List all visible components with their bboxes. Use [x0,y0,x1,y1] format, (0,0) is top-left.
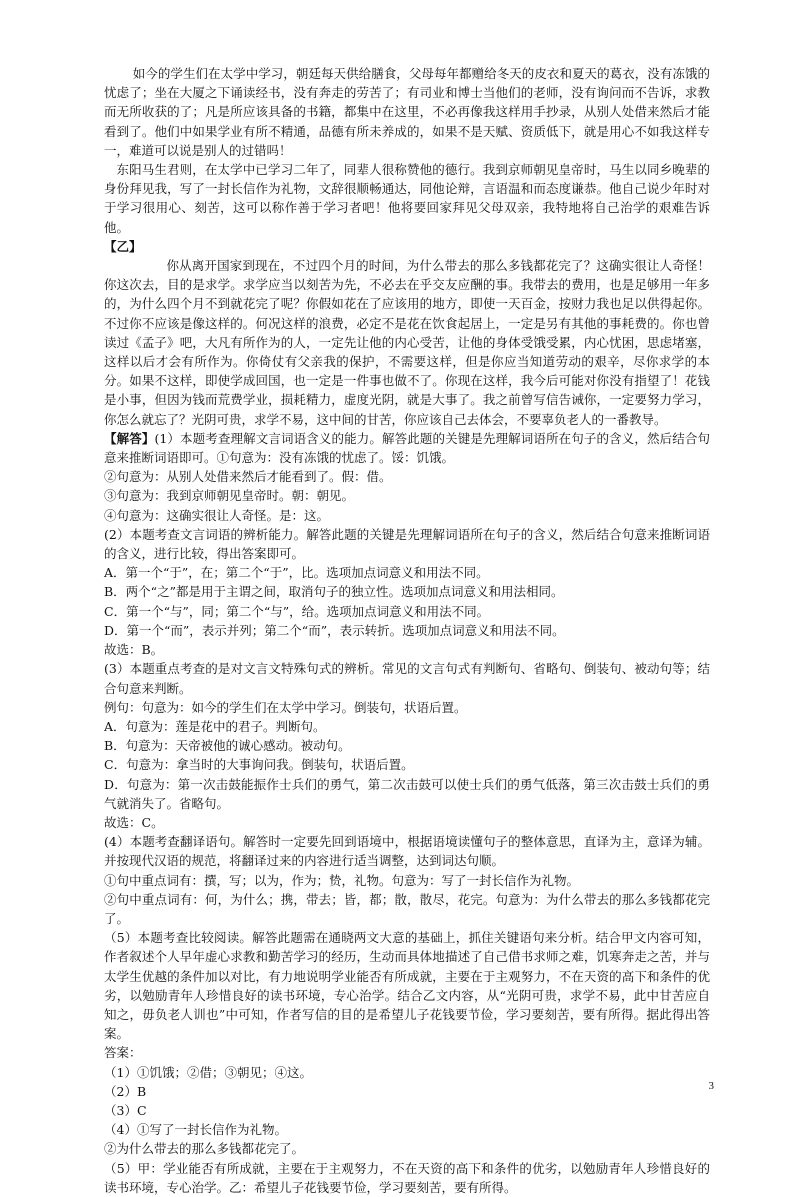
answer-label: 【解答】 [104,430,155,446]
answer-q3-choice: 故选：C。 [104,814,164,830]
answer-key-line: （3）C [104,1102,147,1118]
answer-key-line: （5）甲：学业能否有所成就，主要在于主观努力，不在天资的高下和条件的优劣，以勉励青年人珍惜良好的读书环境，专心治学。乙：希望儿子花钱要节俭，学习要刻苦，要有所得。 [104,1160,710,1195]
answer-key-line: （1）①饥饿；②借；③朝见；④这。 [104,1064,312,1080]
answer-key-line: （2）B [104,1083,147,1099]
answers-label: 答案： [104,1045,142,1061]
passage-a-paragraph-2: 东阳马生君则，在太学中已学习二年了，同辈人很称赞他的德行。我到京师朝见皇帝时，马生以同乡晚辈的身份拜见我，写了一封长信作为礼物，文辞很顺畅通达，同他论辩，言语温和而态度谦恭。他自己说少年时对于学习很用心、刻苦，这可以称作善于学习者吧！他将要回家拜见父母双亲，我特地将自己治学的艰难告诉他。 [104,162,710,235]
answer-q1-text: (1）本题考查理解文言词语含义的能力。解答此题的关键是先理解词语所在句子的含义，然后结合句意来推断词语即可。①句意为：没有冻饿的忧虑了。馁：饥饿。 [104,430,710,466]
document-body [104,64,710,1197]
passage-b-paragraph: 你从离开国家到现在，不过四个月的时间，为什么带去的那么多钱都花完了？这确实很让人奇怪！你这次去，目的是求学。求学应当以刻苦为先，不必去在乎交友应酬的事。我带去的费用，也是足够用一年多的，为什么四个月不到就花完了呢？你假如花在了应该用的地方，即使一天百金，按财力我也足以供得起你。不过你不应该是像这样的。何况这样的浪费，必定不是花在饮食起居上，一定是另有其他的事耗费的。你也曾读过《孟子》吧，大凡有所作为的人，一定先让他的内心受苦，让他的身体受饿受累，内心忧困，思虑堵塞，这样以后才会有所作为。你倚仗有父亲我的保护，不需要这样，但是你应当知道劳动的艰辛，尽你求学的本分。如果不这样，即使学成回国，也一定是一件事也做不了。你现在这样，我今后可能对你没有指望了！花钱是小事，但因为钱而荒费学业，损耗精力，虚度光阴，就是大事了。我之前曾写信告诫你，一定要努力学习，你怎么就忘了？光阴可贵，求学不易，这中间的甘苦，你应该自己去体会，不要辜负老人的一番教导。 [104,258,710,427]
answer-q3-intro: (3）本题重点考查的是对文言文特殊句式的辨析。常见的文言句式有判断句、省略句、倒装句、被动句等；结合句意来判断。 [104,661,710,696]
answer-q2-intro: (2）本题考查文言词语的辨析能力。解答此题的关键是先理解词语所在句子的含义，然后结合句意来推断词语的含义，进行比较，得出答案即可。 [104,526,710,562]
answer-q2-option: B．两个“之”都是用于主谓之间，取消句子的独立性。选项加点词意义和用法相同。 [104,584,564,600]
answer-q3-line: 例句：句意为：如今的学生们在太学中学习。倒装句，状语后置。 [104,699,467,715]
answer-key-line: ②为什么带去的那么多钱都花完了。 [104,1141,305,1157]
answer-q4-intro: (4）本题考查翻译语句。解答时一定要先回到语境中，根据语境读懂句子的整体意思，直译为主，意译为辅。并按现代汉语的规范，将翻译过来的内容进行适当调整，达到词达句顺。 [104,834,710,869]
answer-q2-option: D．第一个“而”，表示并列；第二个“而”，表示转折。选项加点词意义和用法不同。 [104,622,565,638]
answer-q2-option: A．第一个“于”，在；第二个“于”，比。选项加点词意义和用法不同。 [104,565,489,581]
answer-q2-option: C．第一个“与”，同；第二个“与”，给。选项加点词意义和用法不同。 [104,603,490,619]
answer-q2-choice: 故选：B。 [104,642,164,658]
answer-q1-line: ④句意为：这确实很让人奇怪。是：这。 [104,507,330,523]
answer-q1-intro [104,429,710,467]
answer-q4-line: ②句中重点词有：何，为什么；携，带去；皆，都；散，散尽，花完。句意为：为什么带去的那么多钱都花完了。 [104,891,710,926]
answer-q3-line: C．句意为：拿当时的大事询问我。倒装句，状语后置。 [104,757,414,773]
answer-q1-line: ②句意为：从别人处借来然后才能看到了。假：借。 [104,469,392,485]
answer-key-line: （4）①写了一封长信作为礼物。 [104,1122,287,1138]
answer-q4-line: ①句中重点词有：撰，写；以为，作为；贽，礼物。句意为：写了一封长信作为礼物。 [104,872,580,888]
answer-q5-intro: （5）本题考查比较阅读。解答此题需在通晓两文大意的基础上，抓住关键语句来分析。结合甲文内容可知，作者叙述个人早年虚心求教和勤苦学习的经历，生动而具体地描述了自己借书求师之难，饥寒奔走之苦，并与太学生优越的条件加以对比，有力地说明学业能否有所成就，主要在于主观努力，不在天资的高下和条件的优劣，以勉励青年人珍惜良好的读书环境，专心治学。结合乙文内容，从“光阴可贵，求学不易，此中甘苦应自知之，毋负老人训也”中可知，作者写信的目的是希望儿子花钱要节俭，学习要刻苦，要有所得。据此得出答案。 [104,930,710,1042]
passage-a-paragraph-1: 如今的学生们在太学中学习，朝廷每天供给膳食，父母每年都赠给冬天的皮衣和夏天的葛衣，没有冻饿的忧虑了；坐在大厦之下诵读经书，没有奔走的劳苦了；有司业和博士当他们的老师，没有询问而不告诉，求教而无所收获的了；凡是所应该具备的书籍，都集中在这里，不必再像我这样用手抄录，从别人处借来然后才能看到了。他们中如果学业有所不精通，品德有所未养成的，如果不是天赋、资质低下，就是用心不如我这样专一，难道可以说是别人的过错吗！ [104,66,710,158]
answer-q1-line: ③句意为：我到京师朝见皇帝时。朝：朝见。 [104,488,355,504]
page-number: 3 [708,1080,714,1092]
answer-q3-line: B．句意为：天帝被他的诚心感动。被动句。 [104,738,351,754]
passage-b-label: 【乙】 [104,238,142,254]
answer-q3-line: D．句意为：第一次击鼓能振作士兵们的勇气，第二次击鼓可以使士兵们的勇气低落，第三次击鼓士兵们的勇气就消失了。省略句。 [104,776,710,811]
answer-q3-line: A．句意为：莲是花中的君子。判断句。 [104,718,326,734]
